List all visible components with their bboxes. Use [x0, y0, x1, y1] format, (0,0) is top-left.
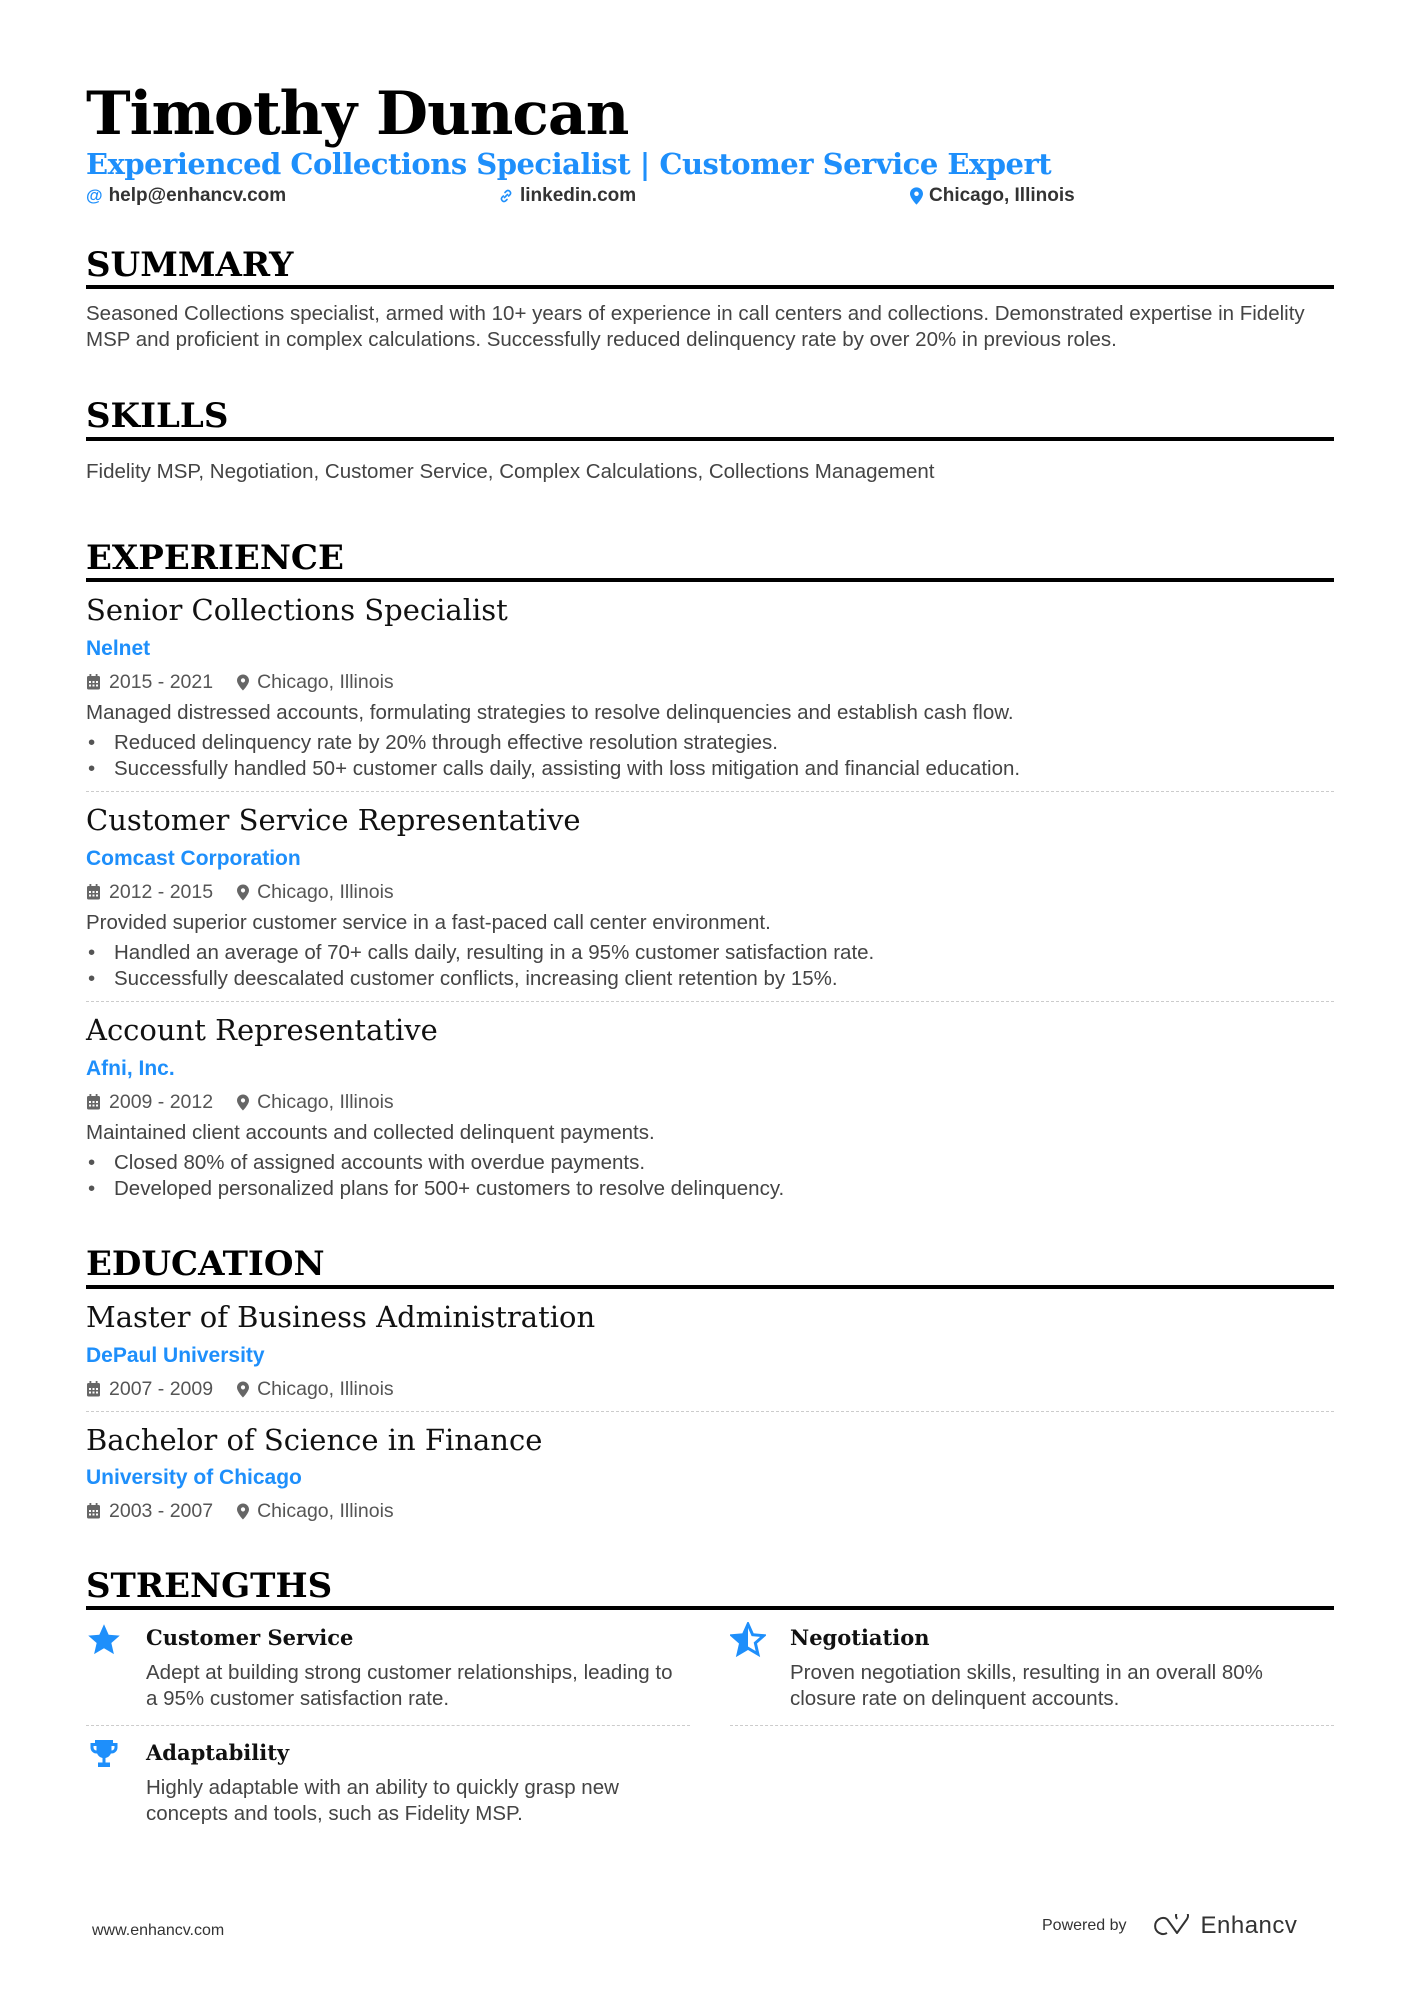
bullet-item: • Developed personalized plans for 500+ customers to resolve delinquency. [86, 1176, 1334, 1202]
entry-divider [86, 791, 1334, 792]
entry-divider [730, 1725, 1334, 1726]
summary-text: Seasoned Collections specialist, armed with 10+ years of experience in call centers and collections. Demonstrated expertise in Fidelity MSP and proficient in complex calculations. Successfully reduced delinquency rate by over 20% in previous roles. [86, 302, 1305, 351]
job-bullets [86, 730, 1334, 782]
job-dates: 2015 - 2021 [109, 671, 214, 693]
location-pin-icon [237, 1381, 249, 1398]
school-name[interactable]: DePaul University [86, 1344, 265, 1367]
calendar-icon [86, 1503, 101, 1519]
contact-linkedin[interactable] [498, 185, 636, 207]
link-icon [498, 188, 514, 204]
job-description: Managed distressed accounts, formulating strategies to resolve delinquencies and establish cash flow. [86, 701, 1014, 724]
education-dates: 2007 - 2009 [109, 1378, 214, 1400]
trophy-icon [86, 1737, 122, 1773]
entry-divider [86, 1725, 690, 1726]
candidate-name: Timothy Duncan [86, 79, 629, 149]
entry-divider [86, 1001, 1334, 1002]
degree-title: Master of Business Administration [86, 1300, 596, 1334]
education-dates: 2003 - 2007 [109, 1500, 214, 1522]
section-title-education: EDUCATION [86, 1244, 325, 1284]
section-divider [86, 285, 1334, 289]
degree-title: Bachelor of Science in Finance [86, 1423, 543, 1457]
bullet-item: • Successfully deescalated customer conflicts, increasing client retention by 15%. [86, 966, 1334, 992]
job-location-text: Chicago, Illinois [257, 671, 394, 693]
contact-location-text: Chicago, Illinois [929, 185, 1075, 206]
job-bullets [86, 940, 1334, 992]
job-location [237, 1090, 394, 1114]
job-location [237, 880, 394, 904]
company-name[interactable]: Afni, Inc. [86, 1057, 175, 1080]
section-divider [86, 437, 1334, 441]
location-pin-icon [237, 674, 249, 691]
bullet-item: • Handled an average of 70+ calls daily, resulting in a 95% customer satisfaction rate. [86, 940, 1334, 966]
strength-description: Proven negotiation skills, resulting in an overall 80% closure rate on delinquent accounts. [790, 1661, 1263, 1710]
job-meta [86, 880, 394, 904]
job-bullets [86, 1150, 1334, 1202]
section-title-summary: SUMMARY [86, 245, 294, 285]
location-pin-icon [237, 1094, 249, 1111]
job-title: Account Representative [86, 1013, 438, 1047]
strength-title: Customer Service [146, 1625, 354, 1650]
education-location [237, 1377, 394, 1401]
contact-location [910, 185, 1075, 207]
contact-linkedin-text: linkedin.com [520, 185, 637, 206]
location-pin-icon [910, 187, 923, 205]
contact-email[interactable] [86, 185, 286, 207]
enhancv-logo[interactable] [1147, 1912, 1298, 1940]
at-icon: @ [86, 186, 103, 205]
strength-description: Adept at building strong customer relationships, leading to a 95% customer satisfaction rate. [146, 1661, 673, 1710]
section-divider [86, 1285, 1334, 1289]
calendar-icon [86, 1094, 101, 1110]
education-location-text: Chicago, Illinois [257, 1378, 394, 1400]
location-pin-icon [237, 884, 249, 901]
section-divider [86, 1606, 1334, 1610]
powered-by-label: Powered by [1042, 1917, 1127, 1934]
strength-description: Highly adaptable with an ability to quickly grasp new concepts and tools, such as Fidelity MSP. [146, 1776, 619, 1825]
strength-title: Negotiation [790, 1625, 930, 1650]
job-meta [86, 670, 394, 694]
job-dates: 2009 - 2012 [109, 1091, 214, 1113]
brand-name: Enhancv [1200, 1912, 1298, 1939]
bullet-item: • Closed 80% of assigned accounts with overdue payments. [86, 1150, 1334, 1176]
footer-website[interactable]: www.enhancv.com [92, 1922, 225, 1939]
education-meta [86, 1377, 394, 1401]
job-location-text: Chicago, Illinois [257, 881, 394, 903]
job-description: Provided superior customer service in a fast-paced call center environment. [86, 911, 771, 934]
education-location-text: Chicago, Illinois [257, 1500, 394, 1522]
job-title: Customer Service Representative [86, 803, 581, 837]
job-location [237, 670, 394, 694]
section-divider [86, 578, 1334, 582]
calendar-icon [86, 1381, 101, 1397]
star-icon [86, 1622, 122, 1658]
job-dates: 2012 - 2015 [109, 881, 214, 903]
bullet-item: • Successfully handled 50+ customer calls daily, assisting with loss mitigation and financial education. [86, 756, 1334, 782]
star-outline-icon [730, 1622, 766, 1658]
section-title-experience: EXPERIENCE [86, 538, 344, 578]
skills-text: Fidelity MSP, Negotiation, Customer Service, Complex Calculations, Collections Management [86, 460, 935, 483]
job-meta [86, 1090, 394, 1114]
footer-brand [1042, 1912, 1297, 1940]
enhancv-logo-icon [1147, 1914, 1193, 1938]
job-description: Maintained client accounts and collected delinquent payments. [86, 1121, 655, 1144]
strength-title: Adaptability [146, 1740, 290, 1765]
company-name[interactable]: Comcast Corporation [86, 847, 301, 870]
school-name[interactable]: University of Chicago [86, 1466, 302, 1489]
section-title-strengths: STRENGTHS [86, 1566, 333, 1606]
bullet-item: • Reduced delinquency rate by 20% through effective resolution strategies. [86, 730, 1334, 756]
company-name[interactable]: Nelnet [86, 637, 151, 660]
education-location [237, 1499, 394, 1523]
job-title: Senior Collections Specialist [86, 593, 508, 627]
job-location-text: Chicago, Illinois [257, 1091, 394, 1113]
contact-row [86, 185, 1334, 211]
contact-email-text: help@enhancv.com [108, 185, 287, 206]
candidate-tagline: Experienced Collections Specialist | Customer Service Expert [86, 147, 1052, 181]
education-meta [86, 1499, 394, 1523]
calendar-icon [86, 884, 101, 900]
location-pin-icon [237, 1503, 249, 1520]
entry-divider [86, 1411, 1334, 1412]
calendar-icon [86, 674, 101, 690]
section-title-skills: SKILLS [86, 396, 229, 436]
